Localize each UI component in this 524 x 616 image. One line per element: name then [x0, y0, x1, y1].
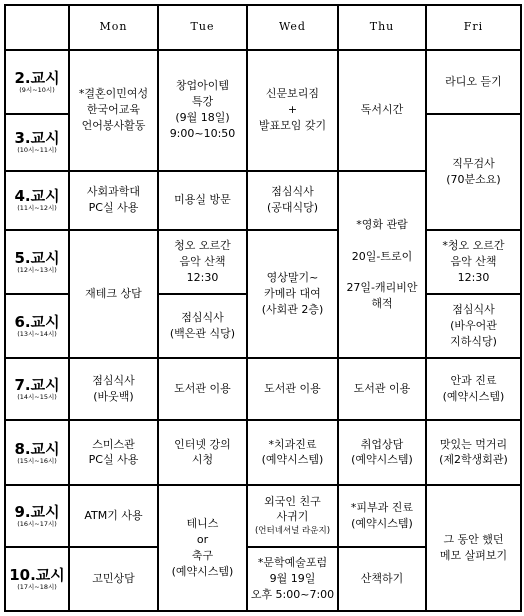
cell-text: (9월 18일) — [175, 111, 230, 125]
cell-fri-p2 — [426, 50, 521, 114]
period-number: 5.교시 — [14, 248, 60, 267]
cell-text — [341, 264, 423, 280]
cell-text: 점심식사 — [92, 374, 135, 388]
cell-text: 스미스관 — [92, 437, 135, 451]
cell-thu-p4-6 — [338, 171, 426, 358]
cell-text: 지하식당) — [450, 335, 497, 349]
period-time: (13시~14시) — [17, 330, 57, 339]
cell-text: 신문보리짐 — [265, 87, 320, 101]
period-number: 4.교시 — [14, 187, 60, 206]
cell-mon-p7 — [69, 358, 158, 420]
cell-text: (백은관 식당) — [169, 327, 236, 341]
cell-text: (언터네셔널 라운지) — [254, 526, 331, 537]
period-label-3 — [5, 114, 69, 171]
corner-cell — [5, 5, 69, 50]
cell-text: 도서관 이용 — [264, 382, 321, 396]
cell-text: 취업상담 — [360, 437, 404, 451]
cell-fri-p7 — [426, 358, 521, 420]
cell-fri-p6 — [426, 294, 521, 358]
cell-text: *결혼이민여성 — [78, 87, 149, 101]
cell-wed-p10 — [247, 547, 338, 611]
cell-text: 9:00~10:50 — [169, 127, 236, 141]
cell-text: 독서시간 — [360, 103, 404, 117]
cell-text: (예약시스템) — [171, 564, 234, 578]
cell-text: *영화 관람 — [356, 217, 408, 231]
cell-text: (예약시스템) — [351, 453, 413, 467]
cell-text: 20일-트로이 — [351, 249, 413, 263]
cell-mon-p5-6 — [69, 230, 158, 358]
cell-text: 언어봉사활동 — [81, 119, 146, 133]
cell-text: 음악 산책 — [450, 254, 497, 268]
cell-text: 12:30 — [186, 270, 219, 284]
cell-text: 발표모임 갖기 — [258, 119, 327, 133]
cell-tue-p8 — [158, 420, 247, 484]
period-number: 2.교시 — [14, 68, 60, 87]
cell-mon-p8 — [69, 420, 158, 484]
cell-text: 안과 진료 — [450, 374, 497, 388]
cell-wed-p9 — [247, 485, 338, 547]
day-header-wed: Wed — [247, 5, 338, 50]
cell-wed-p2-3 — [247, 50, 338, 171]
cell-tue-p2-3 — [158, 50, 247, 171]
period-label-6 — [5, 294, 69, 358]
cell-text: 특강 — [191, 95, 214, 109]
period-label-4 — [5, 171, 69, 230]
cell-text: PC실 사용 — [88, 201, 139, 215]
cell-thu-p2-3 — [338, 50, 426, 171]
period-label-8 — [5, 420, 69, 484]
period-label-2 — [5, 50, 69, 114]
cell-text: *치과진료 — [268, 437, 317, 451]
cell-text: 영상말기~ — [266, 271, 319, 285]
cell-text: 도서관 이용 — [174, 382, 231, 396]
cell-text: 고민상담 — [92, 571, 135, 585]
cell-text: (바웃백) — [93, 390, 134, 404]
cell-text: 청오 오르간 — [174, 238, 231, 252]
period-time: (10시~11시) — [17, 146, 57, 155]
period-number: 8.교시 — [14, 439, 60, 458]
cell-text: 사귀기 — [276, 510, 309, 524]
cell-text: 메모 살펴보기 — [439, 548, 508, 562]
cell-text: or — [196, 532, 209, 546]
period-label-10 — [5, 547, 69, 611]
cell-text: 12:30 — [457, 270, 490, 284]
cell-text: (예약시스템) — [442, 390, 505, 404]
period-number: 7.교시 — [14, 376, 60, 395]
period-time: (16시~17시) — [17, 519, 57, 528]
cell-tue-p5 — [158, 230, 247, 294]
cell-text: 시청 — [191, 453, 214, 467]
cell-text: 산책하기 — [360, 571, 404, 585]
cell-text: 축구 — [191, 548, 214, 562]
cell-fri-p8 — [426, 420, 521, 484]
cell-thu-p9 — [338, 485, 426, 547]
cell-text: *청오 오르간 — [442, 238, 505, 252]
day-header-mon: Mon — [69, 5, 158, 50]
period-time: (15시~16시) — [17, 456, 57, 465]
period-time: (9시~10시) — [19, 85, 55, 94]
cell-text — [341, 233, 423, 249]
cell-thu-p8 — [338, 420, 426, 484]
cell-text: *문학예술포럼 — [257, 555, 328, 569]
cell-text: 외국인 친구 — [264, 494, 321, 508]
period-number: 10.교시 — [9, 565, 65, 584]
day-header-thu: Thu — [338, 5, 426, 50]
cell-text: 27일-캐리비안 — [346, 281, 418, 295]
period-number: 9.교시 — [14, 502, 60, 521]
cell-text: *피부과 진료 — [350, 500, 414, 514]
cell-thu-p10 — [338, 547, 426, 611]
cell-tue-p4 — [158, 171, 247, 230]
period-label-9 — [5, 485, 69, 547]
cell-text: 음악 산책 — [179, 254, 226, 268]
day-header-fri: Fri — [426, 5, 521, 50]
cell-wed-p8 — [247, 420, 338, 484]
period-time: (11시~12시) — [17, 204, 57, 213]
cell-text: 9월 19일 — [269, 571, 316, 585]
cell-fri-p5 — [426, 230, 521, 294]
period-time: (14시~15시) — [17, 393, 57, 402]
cell-wed-p7 — [247, 358, 338, 420]
cell-text: 해적 — [371, 297, 393, 311]
cell-text: 점심식사 — [452, 303, 495, 317]
cell-text: 인터넷 강의 — [174, 437, 231, 451]
cell-text: (70분소요) — [446, 172, 501, 186]
cell-tue-p9-10 — [158, 485, 247, 611]
cell-tue-p6 — [158, 294, 247, 358]
cell-text: ATM기 사용 — [84, 508, 143, 522]
cell-text: 오후 5:00~7:00 — [250, 587, 335, 601]
cell-text: 맛있는 먹거리 — [439, 437, 508, 451]
day-header-tue: Tue — [158, 5, 247, 50]
period-number: 6.교시 — [14, 313, 60, 332]
cell-text: 카메라 대여 — [264, 287, 321, 300]
cell-thu-p7 — [338, 358, 426, 420]
cell-text: + — [287, 103, 298, 117]
period-label-7 — [5, 358, 69, 420]
cell-text: 그 동안 했던 — [443, 532, 504, 546]
cell-text: 창업아이템 — [175, 79, 230, 93]
cell-wed-p5-6 — [247, 230, 338, 358]
cell-fri-p9-10 — [426, 485, 521, 611]
cell-text: (사회관 2층) — [261, 302, 324, 316]
cell-text: (공대식당) — [266, 201, 319, 215]
cell-text: 한국어교육 — [86, 103, 141, 117]
period-number: 3.교시 — [14, 129, 60, 148]
cell-mon-p2-3 — [69, 50, 158, 171]
cell-wed-p4 — [247, 171, 338, 230]
cell-text: PC실 사용 — [88, 453, 139, 467]
period-label-5 — [5, 230, 69, 294]
cell-text: 도서관 이용 — [353, 382, 411, 396]
cell-fri-p3-4 — [426, 114, 521, 230]
cell-text: 미용실 방문 — [174, 193, 231, 207]
cell-text: (제2학생회관) — [439, 453, 508, 467]
cell-mon-p9 — [69, 485, 158, 547]
cell-text: (바우어관 — [450, 319, 497, 333]
cell-text: 직무검사 — [452, 156, 495, 170]
period-time: (17시~18시) — [17, 582, 57, 591]
cell-text: 사회과학대 — [86, 185, 141, 199]
cell-text: 점심식사 — [271, 185, 314, 199]
cell-text: 점심식사 — [181, 311, 224, 325]
cell-mon-p4 — [69, 171, 158, 230]
cell-text: 테니스 — [186, 516, 219, 530]
period-time: (12시~13시) — [17, 265, 57, 274]
cell-tue-p7 — [158, 358, 247, 420]
cell-text: 라디오 듣기 — [445, 74, 502, 88]
cell-text: (예약시스템) — [261, 453, 324, 467]
weekly-timetable — [4, 4, 522, 612]
cell-text: 재테크 상담 — [85, 287, 142, 300]
cell-text: (예약시스템) — [351, 516, 413, 530]
cell-mon-p10 — [69, 547, 158, 611]
